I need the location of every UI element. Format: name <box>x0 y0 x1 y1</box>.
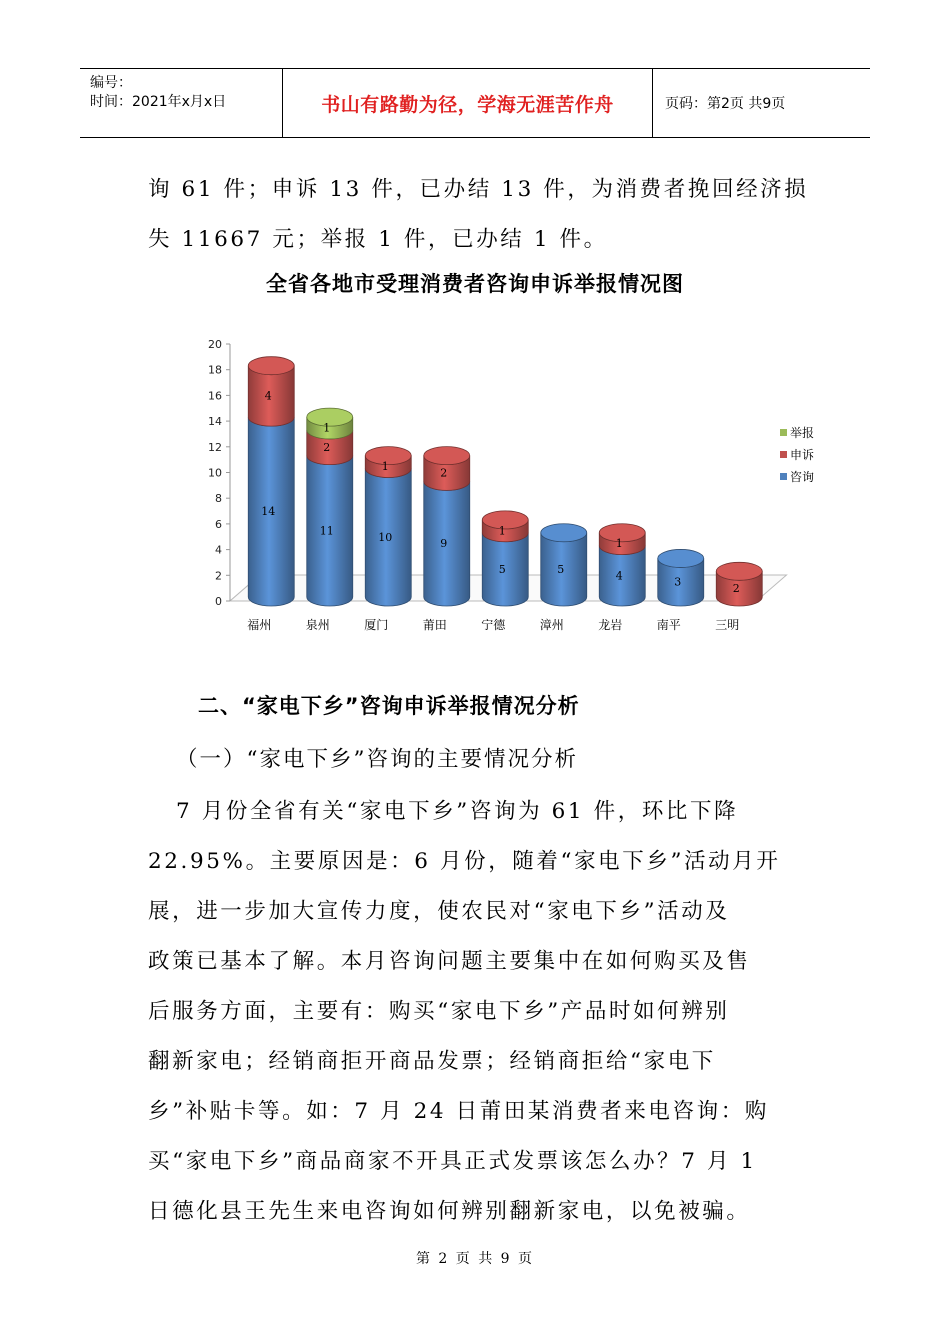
paragraph-line: 22.95%。主要原因是：6 月份，随着“家电下乡”活动月开 <box>148 849 781 874</box>
legend-label-咨询: 咨询 <box>790 470 815 484</box>
y-tick-label: 12 <box>208 440 222 454</box>
x-category-label: 龙岩 <box>598 618 623 632</box>
data-label-宁德-咨询: 5 <box>498 562 506 576</box>
header-motto: 书山有路勤为径，学海无涯苦作舟 <box>283 69 653 137</box>
data-label-莆田-咨询: 9 <box>440 537 448 551</box>
header-page-info: 页码：第2页 共9页 <box>665 96 786 112</box>
sub-heading: （一）“家电下乡”咨询的主要情况分析 <box>176 747 578 772</box>
x-category-label: 福州 <box>247 618 272 632</box>
document-date-label: 时间：2021年x月x日 <box>90 94 227 110</box>
section-heading: 二、“家电下乡”咨询申诉举报情况分析 <box>198 694 580 718</box>
x-category-label: 三明 <box>715 618 740 632</box>
data-label-泉州-举报: 1 <box>323 421 331 435</box>
header-meta <box>80 69 283 137</box>
paragraph-line: 乡”补贴卡等。如：7 月 24 日莆田某消费者来电咨询：购 <box>148 1099 769 1124</box>
data-label-厦门-申诉: 1 <box>381 460 389 474</box>
x-category-label: 南平 <box>656 618 681 632</box>
y-tick-label: 10 <box>208 466 222 480</box>
y-tick-label: 0 <box>215 595 222 608</box>
y-tick-label: 6 <box>215 517 222 531</box>
document-number-label: 编号： <box>90 75 132 91</box>
x-category-label: 莆田 <box>422 618 447 632</box>
legend-swatch-申诉 <box>780 451 787 458</box>
stacked-bar-chart <box>190 330 830 640</box>
data-label-漳州-咨询: 5 <box>557 562 565 576</box>
page-footer: 第 2 页 共 9 页 <box>415 1251 535 1267</box>
paragraph-line: 日德化县王先生来电咨询如何辨别翻新家电，以免被骗。 <box>148 1199 751 1224</box>
chart-title: 全省各地市受理消费者咨询申诉举报情况图 <box>266 272 684 296</box>
paragraph-line: 买“家电下乡”商品商家不开具正式发票该怎么办？7 月 1 <box>148 1149 757 1174</box>
data-label-泉州-申诉: 2 <box>323 440 331 454</box>
y-tick-label: 14 <box>208 415 222 429</box>
y-tick-label: 2 <box>215 569 222 583</box>
data-label-福州-申诉: 4 <box>264 389 272 403</box>
intro-line-2: 失 11667 元；举报 1 件，已办结 1 件。 <box>148 227 608 252</box>
legend-swatch-举报 <box>780 429 787 436</box>
legend-label-举报: 举报 <box>790 426 815 440</box>
data-label-龙岩-咨询: 4 <box>615 569 623 583</box>
intro-line-1: 询 61 件；申诉 13 件，已办结 13 件，为消费者挽回经济损 <box>148 177 809 202</box>
document-header <box>80 68 870 138</box>
legend-label-申诉: 申诉 <box>790 448 815 462</box>
bar-top-福州 <box>248 357 294 375</box>
x-category-label: 宁德 <box>481 618 506 632</box>
y-tick-label: 8 <box>215 492 222 506</box>
x-category-label: 泉州 <box>305 618 330 632</box>
legend-swatch-咨询 <box>780 473 787 480</box>
x-category-label: 厦门 <box>364 618 389 632</box>
paragraph-line: 翻新家电；经销商拒开商品发票；经销商拒给“家电下 <box>148 1049 716 1074</box>
data-label-宁德-申诉: 1 <box>498 524 506 538</box>
paragraph-line: 展，进一步加大宣传力度，使农民对“家电下乡”活动及 <box>148 899 730 924</box>
bar-top-莆田 <box>424 447 470 465</box>
bar-top-南平 <box>658 549 704 567</box>
x-category-label: 漳州 <box>539 618 564 632</box>
y-tick-label: 16 <box>208 389 222 403</box>
bar-top-三明 <box>716 562 762 580</box>
data-label-南平-咨询: 3 <box>674 575 682 589</box>
data-label-莆田-申诉: 2 <box>440 466 448 480</box>
data-label-龙岩-申诉: 1 <box>615 537 623 551</box>
y-tick-label: 18 <box>208 363 222 377</box>
data-label-厦门-咨询: 10 <box>378 530 393 544</box>
data-label-福州-咨询: 14 <box>261 505 276 519</box>
bar-top-漳州 <box>541 524 587 542</box>
data-label-泉州-咨询: 11 <box>319 524 334 538</box>
y-tick-label: 20 <box>208 338 222 351</box>
data-label-三明-申诉: 2 <box>732 582 740 596</box>
paragraph-line: 7 月份全省有关“家电下乡”咨询为 61 件，环比下降 <box>176 799 739 824</box>
paragraph-line: 后服务方面，主要有：购买“家电下乡”产品时如何辨别 <box>148 999 730 1024</box>
paragraph-line: 政策已基本了解。本月咨询问题主要集中在如何购买及售 <box>148 949 751 974</box>
y-tick-label: 4 <box>215 543 222 557</box>
